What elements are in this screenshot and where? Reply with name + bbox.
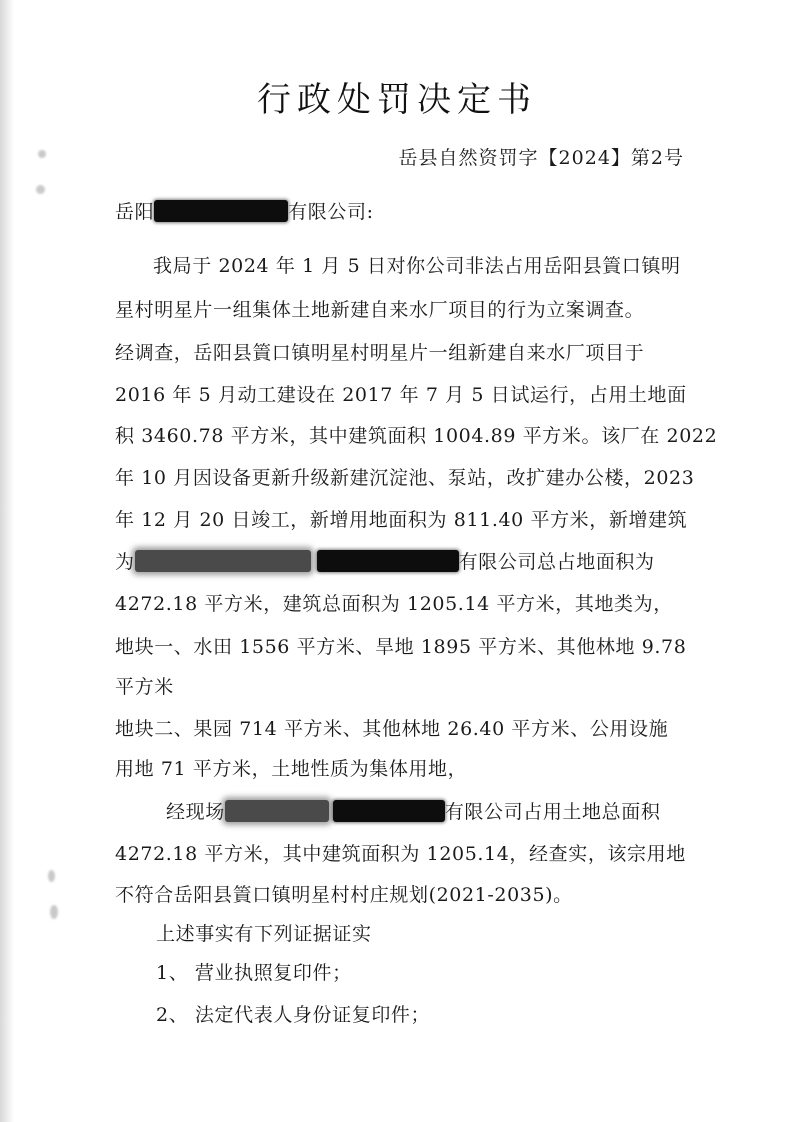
body-line: 经调查，岳阳县篢口镇明星村明星片一组新建自来水厂项目于 [115,342,645,364]
body-line: 年 10 月因设备更新升级新建沉淀池、泵站，改扩建办公楼，2023 [115,467,695,489]
scan-speck [48,870,55,882]
body-line: 我局于 2024 年 1 月 5 日对你公司非法占用岳阳县篢口镇明 [153,255,681,277]
addressee-suffix: 有限公司: [288,201,374,223]
redaction-bar [154,200,288,222]
body-line: 积 3460.78 平方米，其中建筑面积 1004.89 平方米。该厂在 2022 [115,425,718,447]
evidence-item-2: 2、 法定代表人身份证复印件； [156,1004,431,1026]
addressee-prefix: 岳阳 [115,201,155,223]
body-line: 4272.18 平方米，建筑总面积为 1205.14 平方米，其地类为， [115,593,673,615]
scan-speck [36,185,45,194]
body-line: 4272.18 平方米，其中建筑面积为 1205.14，经查实，该宗用地 [115,843,686,865]
line8-middle: 有限 [458,551,498,573]
body-line-redacted [115,550,655,574]
scan-speck [50,905,58,919]
body-line: 地块二、果园 714 平方米、其他林地 26.40 平方米、公用设施 [115,718,669,740]
document-number: 岳县自然资罚字【2024】第2号 [398,147,684,169]
document-title: 行政处罚决定书 [257,80,537,120]
scan-speck [38,150,46,158]
body-line: 不符合岳阳县篢口镇明星村村庄规划(2021-2035)。 [115,884,573,906]
line8-prefix: 为 [115,551,135,573]
body-line-redacted [166,800,660,824]
line14-suffix: 有限公司占用土地总面积 [444,801,661,823]
redaction-bar [317,550,459,572]
body-line: 年 12 月 20 日竣工，新增用地面积为 811.40 平方米，新增建筑 [115,509,688,531]
redaction-bar [225,800,329,822]
body-line: 地块一、水田 1556 平方米、旱地 1895 平方米、其他林地 9.78 [115,636,687,658]
body-line: 平方米 [115,676,174,698]
scan-edge-shadow [0,0,14,1122]
line14-prefix: 经现场 [166,801,225,823]
redaction-bar [135,550,311,572]
addressee-line [115,200,374,224]
body-line: 2016 年 5 月动工建设在 2017 年 7 月 5 日试运行，占用土地面 [115,384,687,406]
body-line: 星村明星片一组集体土地新建自来水厂项目的行为立案调查。 [115,299,645,321]
body-line: 上述事实有下列证据证实 [156,923,372,945]
evidence-item-1: 1、 营业执照复印件； [156,962,352,984]
body-line: 用地 71 平方米，土地性质为集体用地， [115,758,468,780]
line8-suffix: 公司总占地面积为 [497,551,655,573]
redaction-bar [333,800,445,822]
